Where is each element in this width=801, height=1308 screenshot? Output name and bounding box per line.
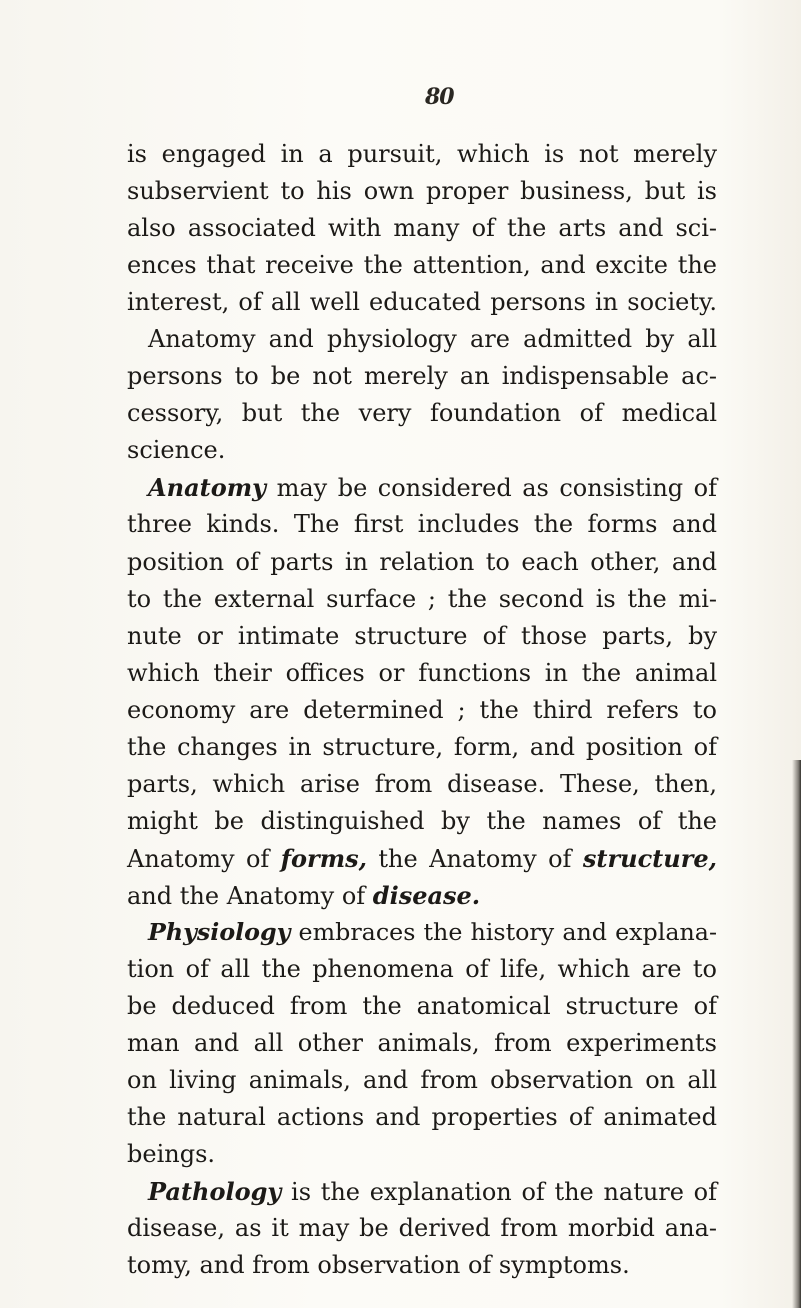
- page-edge-shadow: [792, 760, 801, 1308]
- text-line: interest, of all well educated persons in society.: [127, 288, 717, 317]
- line-text: Anatomy of: [127, 844, 281, 873]
- text-line: economy are determined ; the third refers to: [127, 695, 717, 724]
- text-line: [127, 840, 717, 877]
- italic-term-anatomy: Anatomy: [148, 473, 267, 503]
- line-text: embraces the history and explana-: [290, 917, 717, 946]
- text-line: parts, which arise from disease. These, then,: [127, 769, 717, 798]
- text-line: disease, as it may be derived from morbid ana-: [127, 1214, 717, 1243]
- text-line: tion of all the phenomena of life, which are to: [127, 955, 717, 984]
- text-line: science.: [127, 436, 226, 465]
- text-line: subservient to his own proper business, but is: [127, 177, 717, 206]
- italic-term-physiology: Physiology: [148, 917, 291, 946]
- line-text: may be considered as consisting of: [266, 474, 717, 503]
- page-number: 80: [425, 84, 454, 110]
- paragraph-start-line: [127, 914, 717, 951]
- italic-term-pathology: Pathology: [148, 1177, 282, 1207]
- text-line: cessory, but the very foundation of medical: [127, 399, 717, 428]
- text-line: nute or intimate structure of those parts, by: [127, 621, 717, 650]
- text-line: the natural actions and properties of animated: [127, 1103, 717, 1132]
- text-line: ences that receive the attention, and excite the: [127, 251, 717, 280]
- text-line: is engaged in a pursuit, which is not merely: [127, 140, 717, 168]
- text-line: beings.: [127, 1140, 216, 1169]
- body-text: [127, 136, 717, 1284]
- paragraph-start-line: [127, 1173, 717, 1210]
- paragraph-start-line: Anatomy and physiology are admitted by all: [148, 325, 717, 354]
- paragraph-start-line: [127, 469, 717, 506]
- italic-term-forms: forms,: [280, 843, 367, 873]
- text-line: position of parts in relation to each other, and: [127, 547, 717, 576]
- italic-term-disease: disease.: [372, 880, 481, 910]
- text-line: three kinds. The first includes the forms and: [127, 510, 717, 539]
- line-text: is the explanation of the nature of: [281, 1178, 717, 1207]
- italic-term-structure: structure,: [582, 843, 717, 873]
- text-line: persons to be not merely an indispensable ac-: [127, 362, 717, 391]
- text-line: [127, 877, 717, 914]
- line-text: and the Anatomy of: [127, 881, 373, 910]
- text-line: man and all other animals, from experiments: [127, 1029, 717, 1058]
- text-line: to the external surface ; the second is the mi-: [127, 584, 717, 613]
- text-line: might be distinguished by the names of the: [127, 806, 717, 835]
- text-line: tomy, and from observation of symptoms.: [127, 1251, 630, 1280]
- line-text: the Anatomy of: [366, 844, 583, 873]
- text-line: also associated with many of the arts and sci-: [127, 214, 717, 243]
- text-line: be deduced from the anatomical structure of: [127, 992, 717, 1021]
- text-line: which their offices or functions in the animal: [127, 658, 717, 687]
- text-line: on living animals, and from observation on all: [127, 1066, 717, 1095]
- text-line: the changes in structure, form, and position of: [127, 732, 717, 761]
